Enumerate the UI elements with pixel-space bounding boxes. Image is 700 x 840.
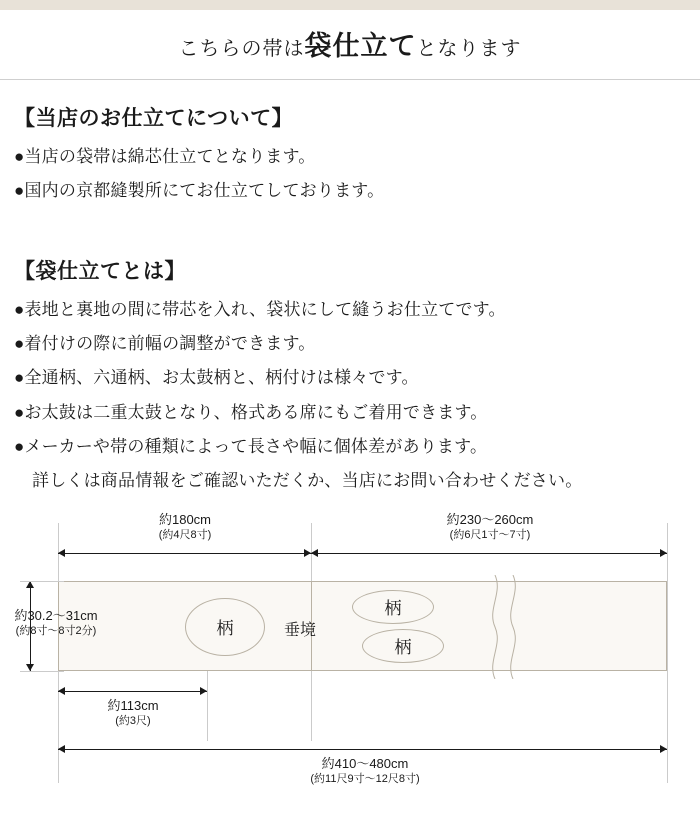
motif-circle-left: [185, 598, 265, 656]
top-decorative-band: [0, 0, 700, 10]
dim-sub: (約6尺1寸〜7寸): [449, 529, 531, 542]
dim-sub: (約4尺8寸): [158, 529, 212, 542]
bullet-item: ●国内の京都縫製所にてお仕立てしております。: [14, 181, 385, 201]
arrowhead-down: [26, 664, 34, 671]
headline-emphasis: 袋仕立て: [304, 31, 417, 61]
obi-dimension-diagram: [0, 505, 700, 805]
section-title-fukuro-shitate: 【袋仕立てとは】: [14, 258, 186, 283]
bullet-item: ●着付けの際に前幅の調整ができます。: [14, 334, 316, 354]
dim-label-230-260cm: [400, 511, 580, 543]
content-area: [0, 80, 700, 495]
bullet-subline: 詳しくは商品情報をご確認いただくか、当店にお問い合わせください。: [32, 471, 583, 491]
dim-label-width: [0, 607, 118, 639]
arrowhead-right: [660, 549, 667, 557]
dim-arrow-113cm: [58, 691, 207, 692]
section-spacer: [14, 213, 686, 247]
motif-label: 柄: [216, 619, 234, 639]
break-wave-lines: [487, 575, 527, 679]
arrowhead-left: [311, 549, 318, 557]
section-title-shop-tailoring: 【当店のお仕立てについて】: [14, 106, 294, 130]
motif-label: 柄: [394, 638, 412, 658]
dim-arrow-180cm: [58, 553, 311, 554]
bullet-item: ●全通柄、六通柄、お太鼓柄と、柄付けは様々です。: [14, 368, 419, 388]
divider-label-tarezakai: 垂境: [284, 621, 317, 639]
arrowhead-right: [304, 549, 311, 557]
bullet-item: ●メーカーや帯の種類によって長さや幅に個体差があります。: [14, 437, 488, 457]
guide-line-right: [667, 523, 668, 783]
dim-main: 約30.2〜31cm: [14, 607, 98, 623]
dim-main: 約180cm: [158, 511, 212, 527]
arrowhead-up: [26, 581, 34, 588]
headline-prefix: こちらの帯は: [178, 38, 305, 60]
guide-line-113: [207, 671, 208, 741]
arrowhead-left: [58, 745, 65, 753]
bullet-item: ●当店の袋帯は綿芯仕立てとなります。: [14, 147, 316, 166]
dim-sub: (約11尺9寸〜12尺8寸): [310, 773, 420, 786]
arrowhead-right: [200, 687, 207, 695]
guide-line-width-bottom: [20, 671, 64, 672]
arrowhead-left: [58, 549, 65, 557]
dim-sub: (約3尺): [115, 715, 151, 728]
dim-arrow-230-260cm: [311, 553, 667, 554]
dim-arrow-total: [58, 749, 667, 750]
dim-main: 約230〜260cm: [446, 511, 534, 527]
arrowhead-left: [58, 687, 65, 695]
dim-main: 約113cm: [107, 697, 159, 713]
page-headline: [0, 10, 700, 73]
motif-ellipse-top: [352, 590, 434, 624]
bullet-item: ●表地と裏地の間に帯芯を入れ、袋状にして縫うお仕立てです。: [14, 299, 506, 319]
motif-ellipse-bottom: [362, 629, 444, 663]
arrowhead-right: [660, 745, 667, 753]
dim-label-180cm: [110, 511, 260, 543]
headline-suffix: となります: [416, 38, 522, 60]
bullet-item: ●お太鼓は二重太鼓となり、格式ある席にもご着用できます。: [14, 402, 488, 422]
dim-sub: (約8寸〜8寸2分): [15, 625, 97, 638]
dim-main: 約410〜480cm: [321, 755, 409, 771]
dim-label-113cm: [68, 697, 198, 729]
guide-line-width-top: [20, 581, 64, 582]
motif-label: 柄: [384, 599, 402, 619]
dim-label-total: [280, 755, 450, 787]
